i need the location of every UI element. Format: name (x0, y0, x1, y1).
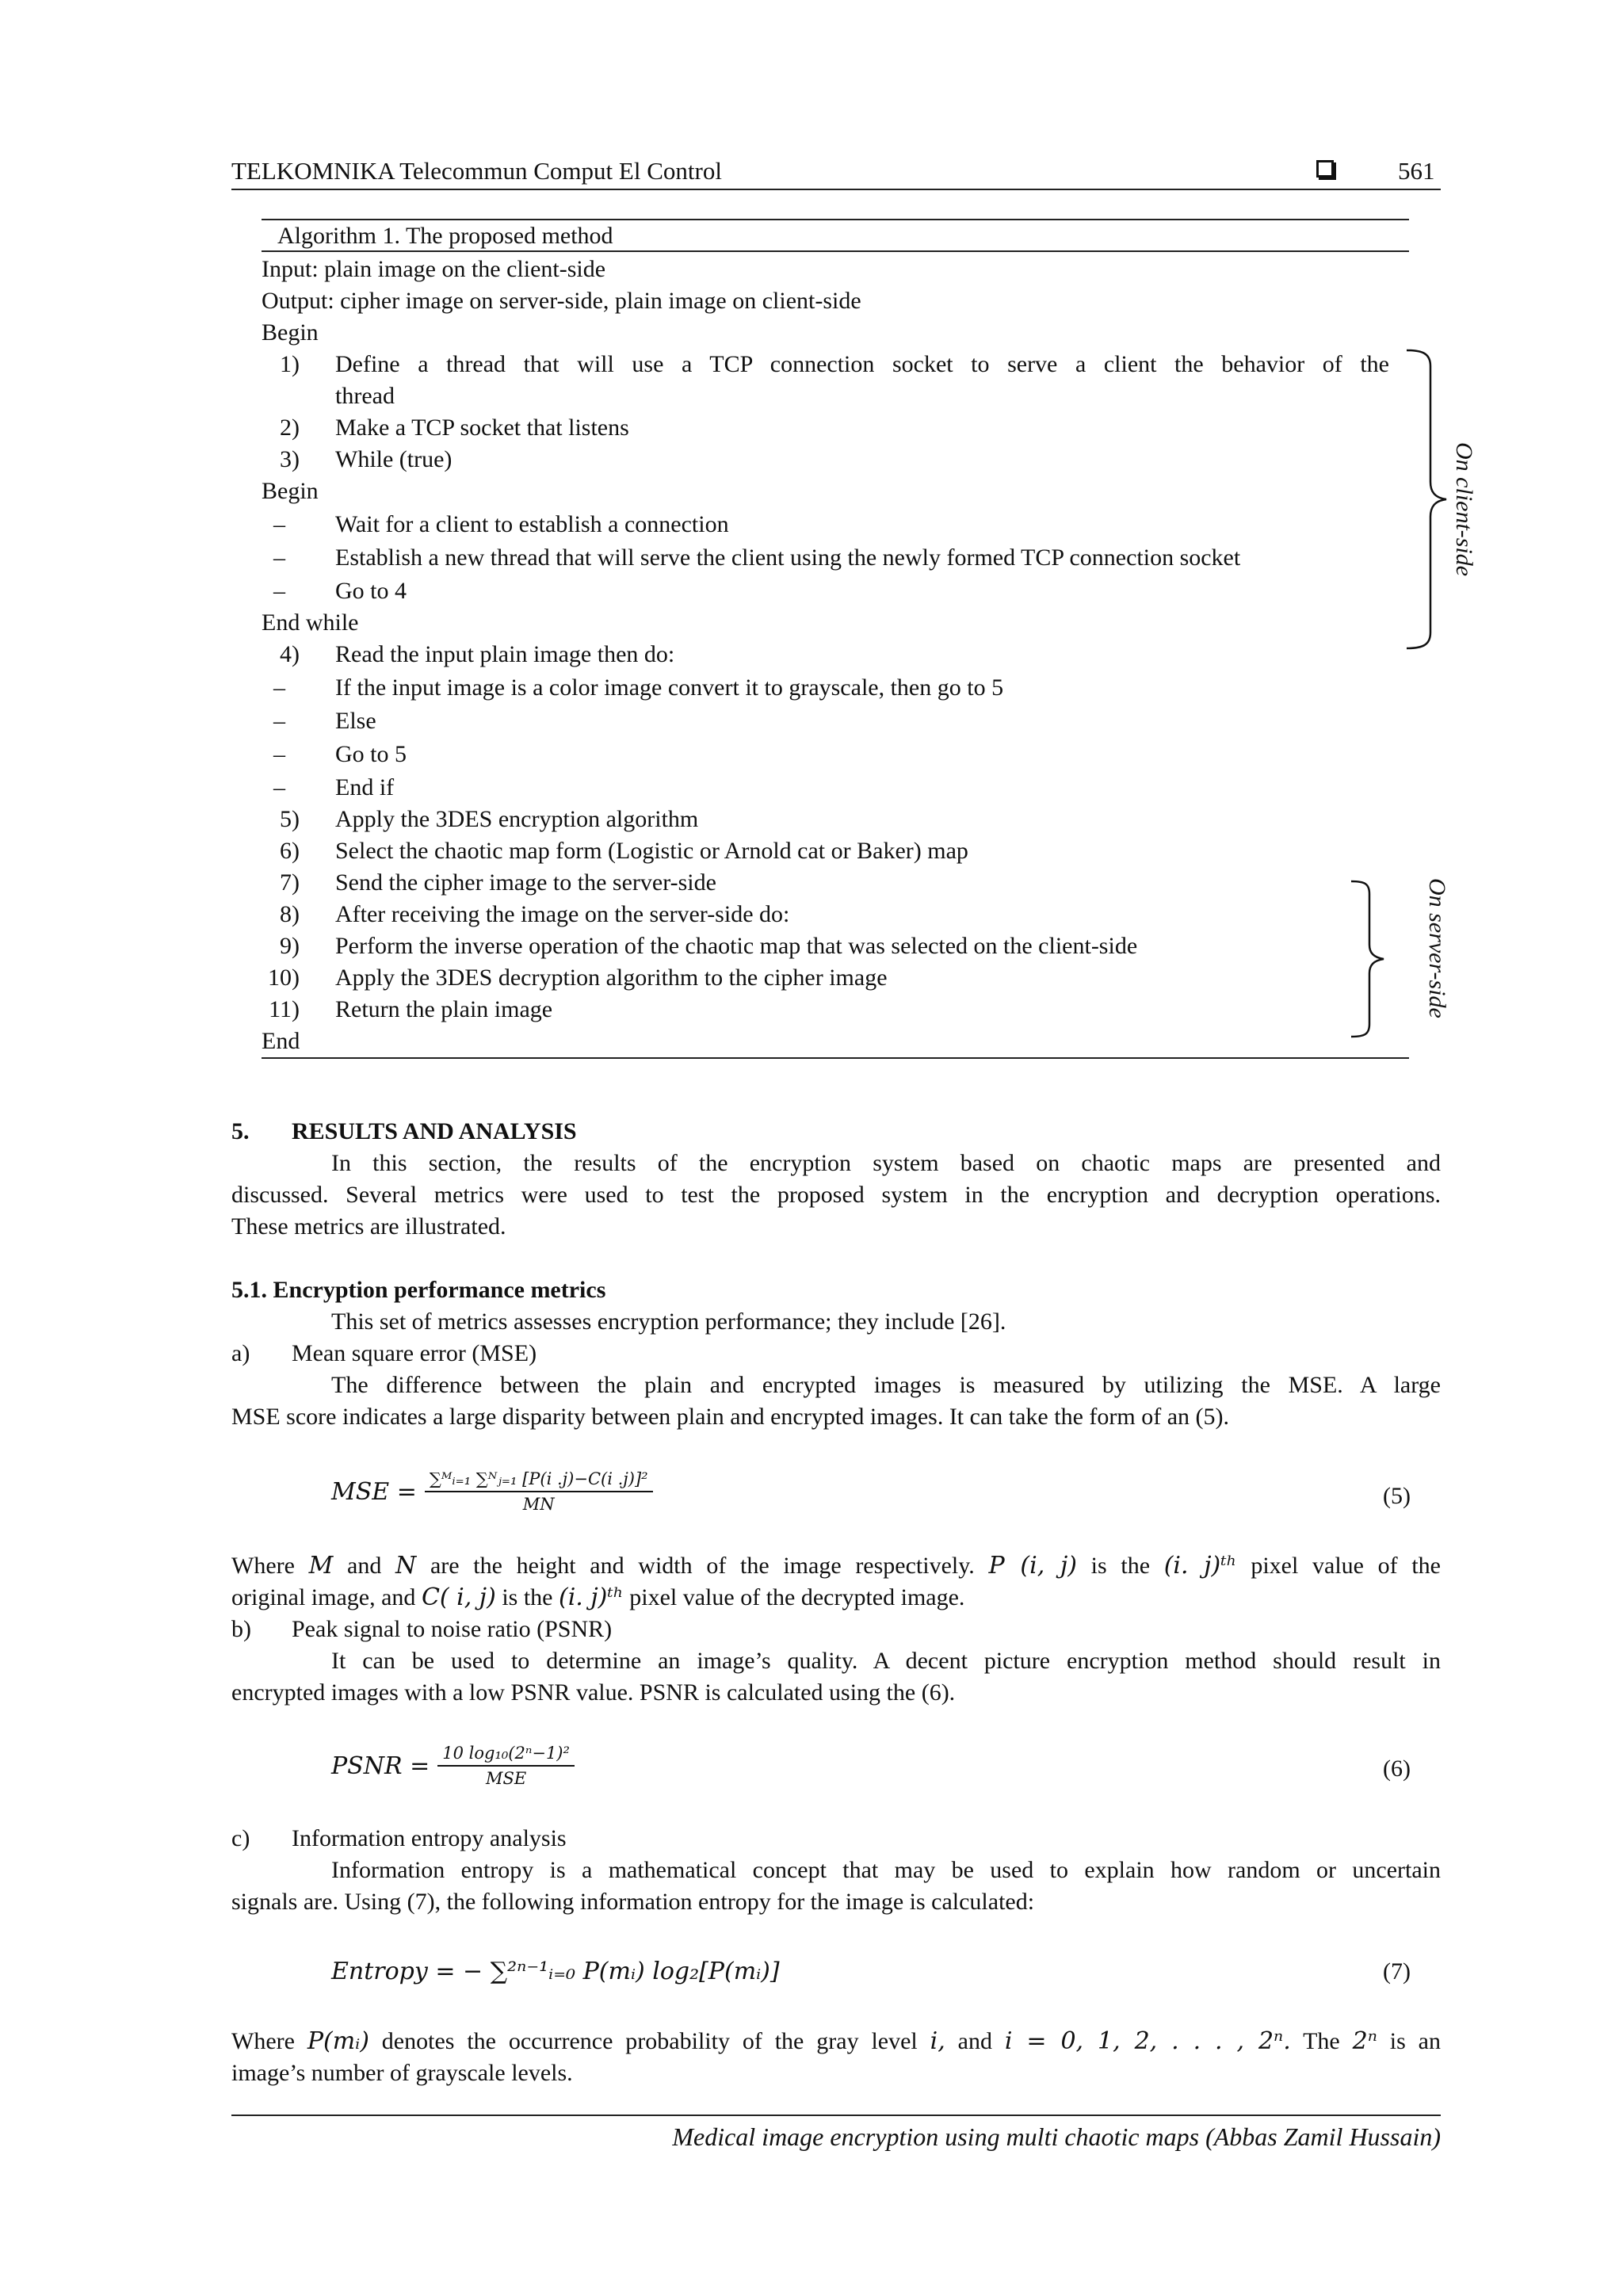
math-run: (i. j)ᵗʰ (558, 1584, 624, 1611)
end-while: End while (262, 609, 359, 636)
section-number: 5. (231, 1118, 250, 1144)
algorithm-begin: Begin (262, 478, 319, 504)
paragraph-line: MSE score indicates a large disparity between plain and encrypted images. It can take the form of an (5). (231, 1404, 1229, 1430)
algorithm-title: Algorithm 1. The proposed method (277, 223, 613, 249)
math-run: P (i, j) (988, 1552, 1077, 1580)
dash-bullet: – (273, 774, 285, 800)
algorithm-input: Input: plain image on the client-side (262, 256, 606, 282)
dash-bullet: – (273, 741, 285, 767)
text-run: Where (231, 2028, 307, 2054)
step-number: 1) (280, 351, 300, 377)
step-text: Select the chaotic map form (Logistic or Arnold cat or Baker) map (335, 838, 968, 864)
text-run: The (1290, 2028, 1353, 2054)
text-run: is the (1076, 1553, 1164, 1579)
text-run: are the height and width of the image respectively. (416, 1553, 989, 1579)
paragraph-line: It can be used to determine an image’s quality. A decent picture encryption method should result in (331, 1648, 1441, 1674)
paragraph-line: In this section, the results of the encryption system based on chaotic maps are presented and (331, 1150, 1441, 1176)
step-text: While (true) (335, 446, 453, 472)
step-text: thread (335, 383, 395, 409)
sub-step-text: If the input image is a color image convert it to grayscale, then go to 5 (335, 674, 1004, 701)
paragraph-line: These metrics are illustrated. (231, 1213, 506, 1240)
list-label: b) (231, 1616, 251, 1642)
footer-citation: Medical image encryption using multi chaotic maps (Abbas Zamil Hussain) (672, 2122, 1441, 2151)
text-run: is an (1377, 2028, 1441, 2054)
text-run: pixel value of the (1236, 1553, 1441, 1579)
step-number: 8) (280, 901, 300, 927)
step-number: 2) (280, 415, 300, 441)
server-side-label: On server-side (1424, 878, 1450, 1018)
step-text: Perform the inverse operation of the chaotic map that was selected on the client-side (335, 933, 1138, 959)
equation-numerator: ∑ᴹᵢ₌₁ ∑ᴺⱼ₌₁ [P(i .j)−C(i .j)]² (425, 1467, 653, 1492)
paragraph-line: Information entropy is a mathematical concept that may be used to explain how random or uncertain (331, 1857, 1441, 1883)
math-run: C( i, j) (421, 1584, 496, 1611)
list-label: c) (231, 1825, 250, 1851)
equation-fraction (437, 1741, 575, 1790)
text-run: Where (231, 1553, 309, 1579)
step-text: Make a TCP socket that listens (335, 415, 629, 441)
dash-bullet: – (273, 674, 285, 701)
step-number: 6) (280, 838, 300, 864)
text-run: pixel value of the decrypted image. (623, 1584, 965, 1610)
text-run: original image, and (231, 1584, 422, 1610)
journal-header: TELKOMNIKA Telecommun Comput El Control (231, 157, 722, 185)
equation-fraction (425, 1467, 653, 1516)
text-run: and (333, 1553, 396, 1579)
algorithm-begin: Begin (262, 319, 319, 346)
step-text: Define a thread that will use a TCP connection socket to serve a client the behavior of the (335, 351, 1389, 377)
algorithm-end: End (262, 1028, 300, 1054)
step-number: 5) (280, 806, 300, 832)
step-text: Return the plain image (335, 996, 553, 1022)
math-run: P(mᵢ) (307, 2027, 369, 2055)
page-number: 561 (1398, 157, 1435, 185)
paragraph-line: image’s number of grayscale levels. (231, 2060, 573, 2086)
equation-lhs: MSE = (331, 1477, 417, 1506)
step-number: 7) (280, 869, 300, 896)
text-run: and (945, 2028, 1005, 2054)
list-title: Mean square error (MSE) (292, 1340, 537, 1366)
paragraph-line: signals are. Using (7), the following information entropy for the image is calculated: (231, 1889, 1035, 1915)
checkbox-square-icon (1316, 160, 1334, 178)
equation-psnr (331, 1734, 575, 1797)
dash-bullet: – (273, 511, 285, 537)
dash-bullet: – (273, 544, 285, 571)
list-title: Peak signal to noise ratio (PSNR) (292, 1616, 613, 1642)
dash-bullet: – (273, 578, 285, 604)
math-run: (i. j)ᵗʰ (1163, 1552, 1237, 1580)
section-heading: RESULTS AND ANALYSIS (292, 1118, 577, 1144)
text-run: denotes the occurrence probability of the gray level (369, 2028, 930, 2054)
paragraph-line (231, 1582, 964, 1614)
step-text: Apply the 3DES encryption algorithm (335, 806, 699, 832)
math-run: 2ⁿ (1352, 2027, 1377, 2055)
algorithm-output: Output: cipher image on server-side, plain image on client-side (262, 288, 861, 314)
sub-step-text: Else (335, 708, 376, 734)
equation-number: (6) (1383, 1755, 1411, 1782)
equation-entropy: Entropy = − ∑²ⁿ⁻¹ᵢ₌₀ P(mᵢ) log₂[P(mᵢ)] (331, 1958, 780, 1985)
sub-step-text: Establish a new thread that will serve the client using the newly formed TCP connection socket (335, 544, 1241, 571)
subsection-heading: 5.1. Encryption performance metrics (231, 1277, 606, 1303)
sub-step-text: End if (335, 774, 395, 800)
header-rule (231, 189, 1441, 190)
list-label: a) (231, 1340, 250, 1366)
step-text: Apply the 3DES decryption algorithm to the cipher image (335, 965, 888, 991)
equation-lhs: PSNR = (331, 1752, 430, 1780)
paragraph-line (231, 1550, 1441, 1582)
step-number: 9) (280, 933, 300, 959)
equation-denominator: MN (522, 1495, 555, 1514)
math-run: i = 0, 1, 2, . . . , 2ⁿ. (1004, 2027, 1291, 2055)
equation-denominator: MSE (485, 1769, 527, 1788)
equation-mse (331, 1460, 653, 1523)
paragraph-line: discussed. Several metrics were used to test the proposed system in the encryption and decryption operations. (231, 1182, 1441, 1208)
dash-bullet: – (273, 708, 285, 734)
paragraph-line: encrypted images with a low PSNR value. PSNR is calculated using the (6). (231, 1679, 956, 1706)
client-side-label: On client-side (1451, 442, 1477, 577)
step-text: Send the cipher image to the server-side (335, 869, 716, 896)
equation-number: (7) (1383, 1958, 1411, 1985)
algorithm-bottom-rule (262, 1057, 1409, 1059)
algorithm-title-rule (262, 250, 1409, 252)
sub-step-text: Go to 4 (335, 578, 407, 604)
paragraph-line: This set of metrics assesses encryption performance; they include [26]. (331, 1308, 1006, 1335)
step-text: Read the input plain image then do: (335, 641, 675, 667)
sub-step-text: Wait for a client to establish a connection (335, 511, 729, 537)
equation-numerator: 10 log₁₀(2ⁿ−1)² (437, 1741, 575, 1767)
math-run: i, (930, 2027, 945, 2055)
math-run: N (395, 1552, 417, 1580)
footer-rule (231, 2115, 1441, 2116)
step-number: 11) (269, 996, 300, 1022)
step-text: After receiving the image on the server-side do: (335, 901, 790, 927)
equation-number: (5) (1383, 1483, 1411, 1509)
sub-step-text: Go to 5 (335, 741, 407, 767)
step-number: 3) (280, 446, 300, 472)
step-number: 10) (268, 965, 300, 991)
step-number: 4) (280, 641, 300, 667)
math-run: M (308, 1552, 334, 1580)
list-title: Information entropy analysis (292, 1825, 567, 1851)
client-side-brace (1403, 349, 1450, 650)
paragraph-line (231, 2026, 1441, 2057)
paragraph-line: The difference between the plain and encrypted images is measured by utilizing the MSE. A large (331, 1372, 1441, 1398)
server-side-brace (1347, 880, 1387, 1038)
text-run: is the (495, 1584, 559, 1610)
